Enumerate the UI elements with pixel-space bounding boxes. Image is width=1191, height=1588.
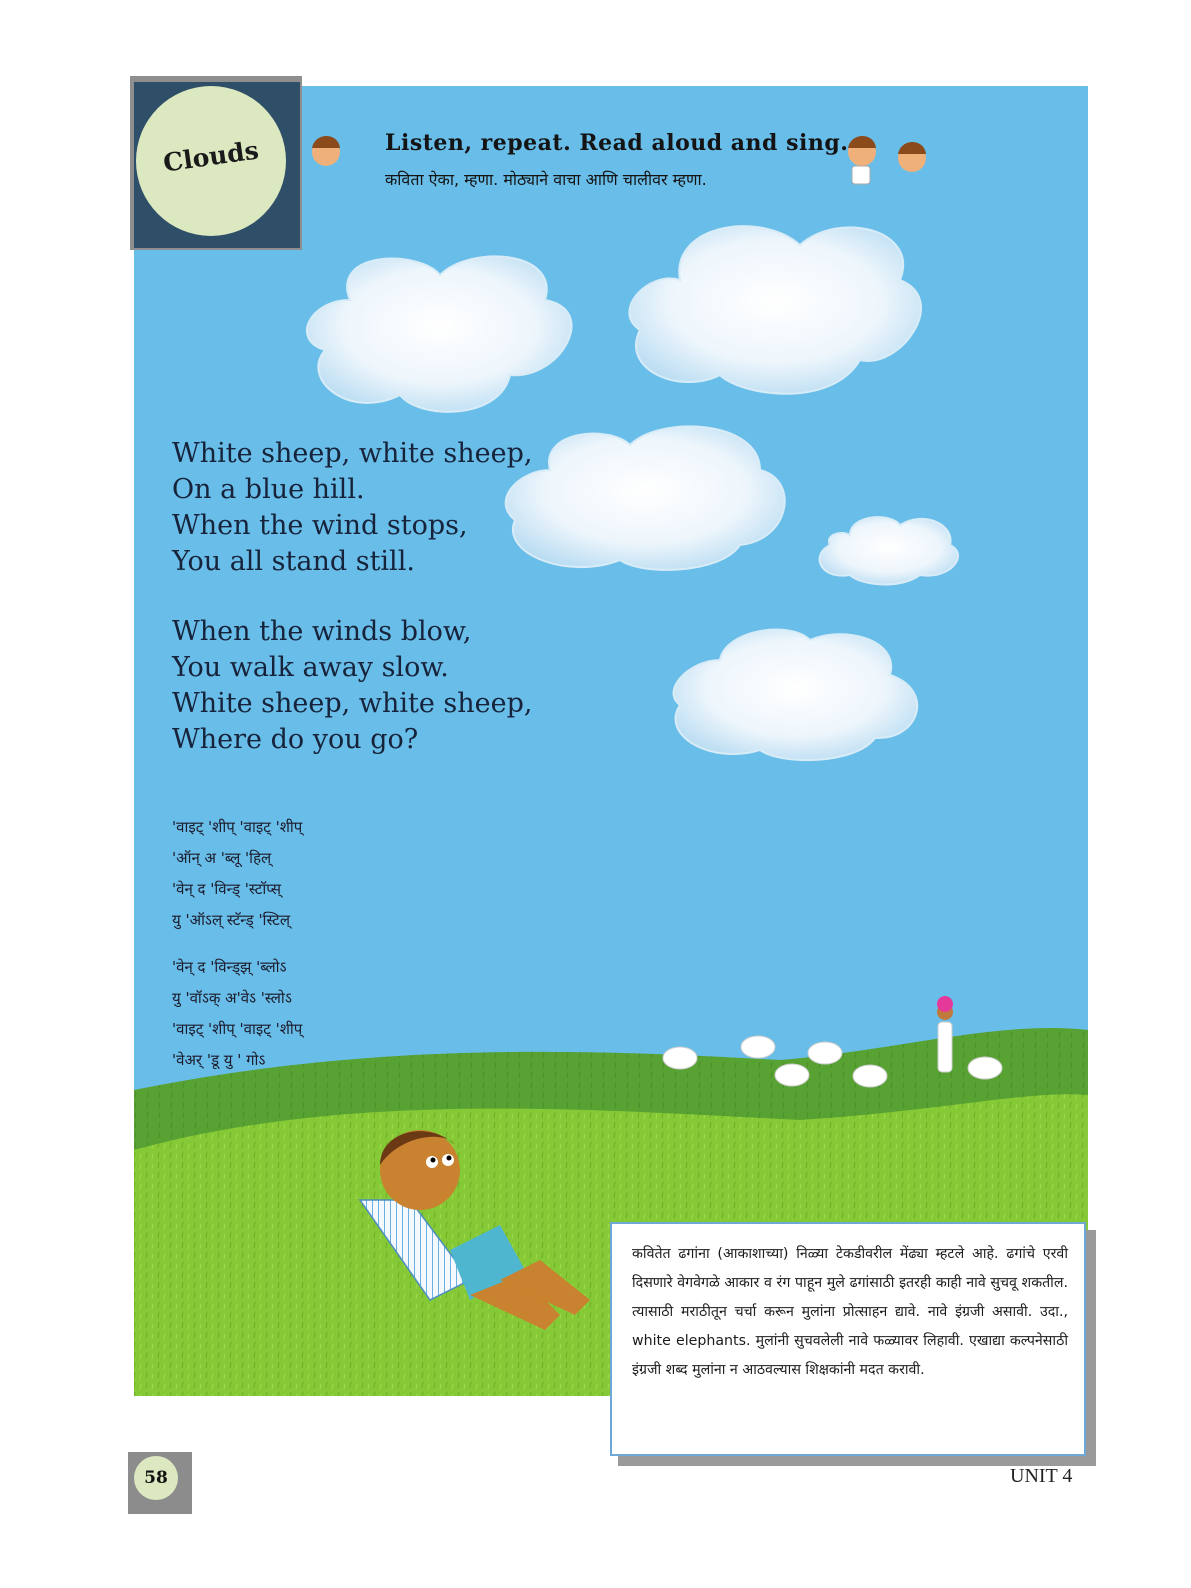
poem-line: On a blue hill.: [172, 474, 365, 505]
transliteration-stanza-1: [172, 812, 302, 936]
transliteration-line: यु 'वॉऽक् अ'वेऽ 'स्लोऽ: [172, 989, 292, 1007]
poem-stanza-2: [172, 614, 532, 758]
poem-line: When the wind stops,: [172, 510, 468, 541]
transliteration-line: 'वेन् द 'विन्ड् 'स्टॉप्स्: [172, 880, 282, 898]
poem-line: You all stand still.: [172, 546, 415, 577]
poem-line: White sheep, white sheep,: [172, 438, 533, 469]
poem-line: Where do you go?: [172, 724, 419, 755]
page-number-badge: [134, 1456, 178, 1500]
title-badge: [136, 86, 286, 236]
transliteration-line: यु 'ऑऽल् स्टॅन्ड् 'स्टिल्: [172, 911, 291, 929]
transliteration-line: 'वेन् द 'विन्ड्झ् 'ब्लोऽ: [172, 958, 287, 976]
transliteration-line: 'वाइट् 'शीप् 'वाइट् 'शीप्: [172, 1020, 303, 1038]
unit-label: UNIT 4: [1010, 1465, 1073, 1487]
instruction-marathi: कविता ऐका, म्हणा. मोठ्याने वाचा आणि चालीवर म्हणा.: [385, 170, 707, 189]
poem-line: White sheep, white sheep,: [172, 688, 533, 719]
page-title: Clouds: [161, 134, 261, 178]
poem-line: When the winds blow,: [172, 616, 472, 647]
poem-line: You walk away slow.: [172, 652, 449, 683]
transliteration-stanza-2: [172, 952, 302, 1076]
transliteration-line: 'वेअर् 'डू यु ' गोऽ: [172, 1051, 266, 1069]
transliteration-line: 'ऑन् अ 'ब्लू 'हिल्: [172, 849, 272, 867]
teacher-note-text: कवितेत ढगांना (आकाशाच्या) निळ्या टेकडीवरील मेंढ्या म्हटले आहे. ढगांचे एरवी दिसणारे वेगवेगळे आकार व रंग पाहून मुले ढगांसाठी इतरही काही नावे सुचवू शकतील. त्यासाठी मराठीतून चर्चा करून मुलांना प्रोत्साहन द्यावे. नावे इंग्रजी असावी. उदा., white elephants. मुलांनी सुचवलेली नावे फळ्यावर लिहावी. एखाद्या कल्पनेसाठी इंग्रजी शब्द मुलांना न आठवल्यास शिक्षकांनी मदत करावी.: [632, 1246, 1068, 1378]
teacher-note-box: [610, 1222, 1086, 1456]
poem-stanza-1: [172, 436, 532, 580]
transliteration-line: 'वाइट् 'शीप् 'वाइट् 'शीप्: [172, 818, 303, 836]
listening-kid-icon: [312, 136, 340, 166]
instruction-english: Listen, repeat. Read aloud and sing.: [385, 130, 849, 156]
page-number: 58: [144, 1468, 168, 1488]
shepherd-figure: [937, 996, 953, 1072]
